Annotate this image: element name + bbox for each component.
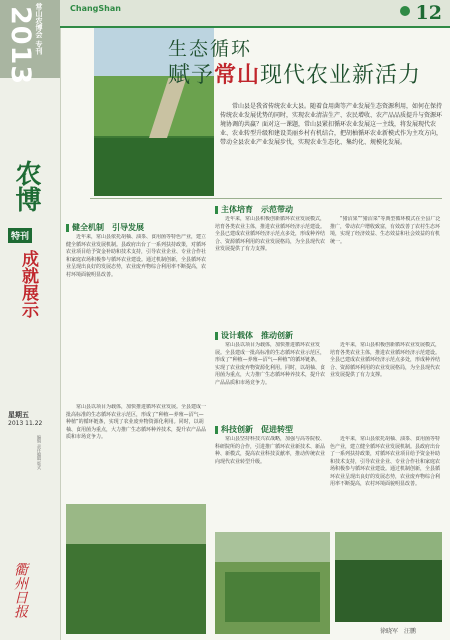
headline-post: 现代农业新活力 bbox=[260, 63, 422, 88]
field-photo-right bbox=[335, 532, 442, 622]
body-column-1b: “猪沼果”“猪沼菜”等典型循环模式在全县广泛推广，带动农户增收致富，有效改善了农村生态环境，实现了经济效益、生态效益和社会效益的有机统一。 bbox=[330, 216, 441, 245]
headline-red: 常山 bbox=[214, 62, 261, 88]
editor-info: 编辑 责任编辑 版式 bbox=[37, 435, 42, 470]
year-band bbox=[0, 0, 60, 86]
body-column-2: 近年来，常山县依托胡柚、油茶、食用菌等特色产业，建立健全循环农业发展机制。县政府出台了一系列扶持政策，对循环农业项目给予资金补助和技术支持，引导农业企业、专业合作社和家庭农场积极参与循环农业建设。通过机制创新，全县循环农业呈现出良好的发展态势，农业废弃物综合利用率不断提高，农村环境面貌明显改善。 bbox=[66, 234, 206, 278]
lead-paragraph: 常山县是我省传统农业大县。随着食用菌等产业发展生态资源利用，如何在保持传统农业发展优势的同时，实现农业清洁生产、农民增收、农产品品质提升与资源环境协调的共赢？面对这一课题，常山县紧扣循环农业发展这一主线，将发展现代农业、农业转型升级和建设美丽乡村有机结合，把胡柚循环农业新模式作为主攻方向，带动全县农业产业发展步伐，实现农业生态化、集约化、规模化发展。 bbox=[220, 103, 443, 146]
body-column-2b: 常山县以项目为载体，加快推进循环农业发展。全县建成一批高标准的生态循环农业示范区，形成了“种植—养殖—沼气—种植”的循环链条，实现了农业废弃物资源化利用。同时，以胡柚、食用菌为重点，大力推广生态循环种养技术，提升农产品品质和市场竞争力。 bbox=[66, 404, 206, 440]
logo-icon bbox=[400, 6, 410, 16]
special-label: 特刊 bbox=[8, 228, 32, 243]
page-number: 12 bbox=[415, 2, 442, 24]
author-byline: 徐晓军 汪鹏 bbox=[380, 628, 417, 635]
sidebar bbox=[0, 0, 61, 640]
section-heading-3: 设计载体 推动创新 bbox=[215, 330, 293, 341]
body-column-1a: 近年来，常山县积极创新循环农业发展模式，培育各类农业主体，推进农业循环经济示范建设。全县已建成农业循环经济示范点多处，形成种养结合、资源循环利用的农业发展格局，为全县现代农业发展提供了有力支撑。 bbox=[215, 216, 325, 252]
body-column-3a: 常山县以项目为载体，加快推进循环农业发展。全县建成一批高标准的生态循环农业示范区，形成了“种植—养殖—沼气—种植”的循环链条，实现了农业废弃物资源化利用。同时，以胡柚、食用菌为重点，大力推广生态循环种养技术，提升农产品品质和市场竞争力。 bbox=[215, 342, 325, 386]
newspaper-name: 衢州日报 bbox=[12, 562, 28, 618]
date: 2013 11.22 bbox=[8, 420, 43, 427]
section-heading-4: 科技创新 促进转型 bbox=[215, 424, 293, 435]
section-title: 农博 bbox=[11, 160, 41, 212]
headline-line1: 生态循环 bbox=[168, 38, 253, 60]
date-week: 星期五 bbox=[8, 411, 29, 419]
channel-label: ChangShan bbox=[70, 4, 121, 13]
headline-line2 bbox=[168, 58, 421, 89]
body-column-3b: 近年来，常山县积极创新循环农业发展模式，培育各类农业主体，推进农业循环经济示范建设。全县已建成农业循环经济示范点多处，形成种养结合、资源循环利用的农业发展格局，为全县现代农业发展提供了有力支撑。 bbox=[330, 342, 441, 378]
year-label: 2013 bbox=[5, 6, 36, 86]
section-heading-2: 健全机制 引导发展 bbox=[66, 222, 144, 233]
top-bar bbox=[60, 0, 450, 28]
sidebar-subtitle: 常山农博会 专刊 bbox=[35, 3, 43, 55]
field-photo-center bbox=[215, 532, 330, 634]
headline-pre: 赋予 bbox=[168, 63, 215, 88]
body-column-4a: 常山县坚持科技兴农战略，加强与高等院校、科研院所的合作，引进推广循环农业新技术、新品种、新模式，提高农业科技贡献率，推动传统农业向现代农业转型升级。 bbox=[215, 436, 325, 465]
photo-crops bbox=[94, 138, 214, 196]
field-photo-left bbox=[66, 504, 206, 634]
achievements-label: 成就展示 bbox=[18, 250, 38, 318]
section-heading-1: 主体培育 示范带动 bbox=[215, 204, 293, 215]
divider bbox=[90, 198, 442, 199]
body-column-4b: 近年来，常山县依托胡柚、油茶、食用菌等特色产业，建立健全循环农业发展机制。县政府出台了一系列扶持政策，对循环农业项目给予资金补助和技术支持，引导农业企业、专业合作社和家庭农场积极参与循环农业建设。通过机制创新，全县循环农业呈现出良好的发展态势，农业废弃物综合利用率不断提高，农村环境面貌明显改善。 bbox=[330, 436, 441, 487]
